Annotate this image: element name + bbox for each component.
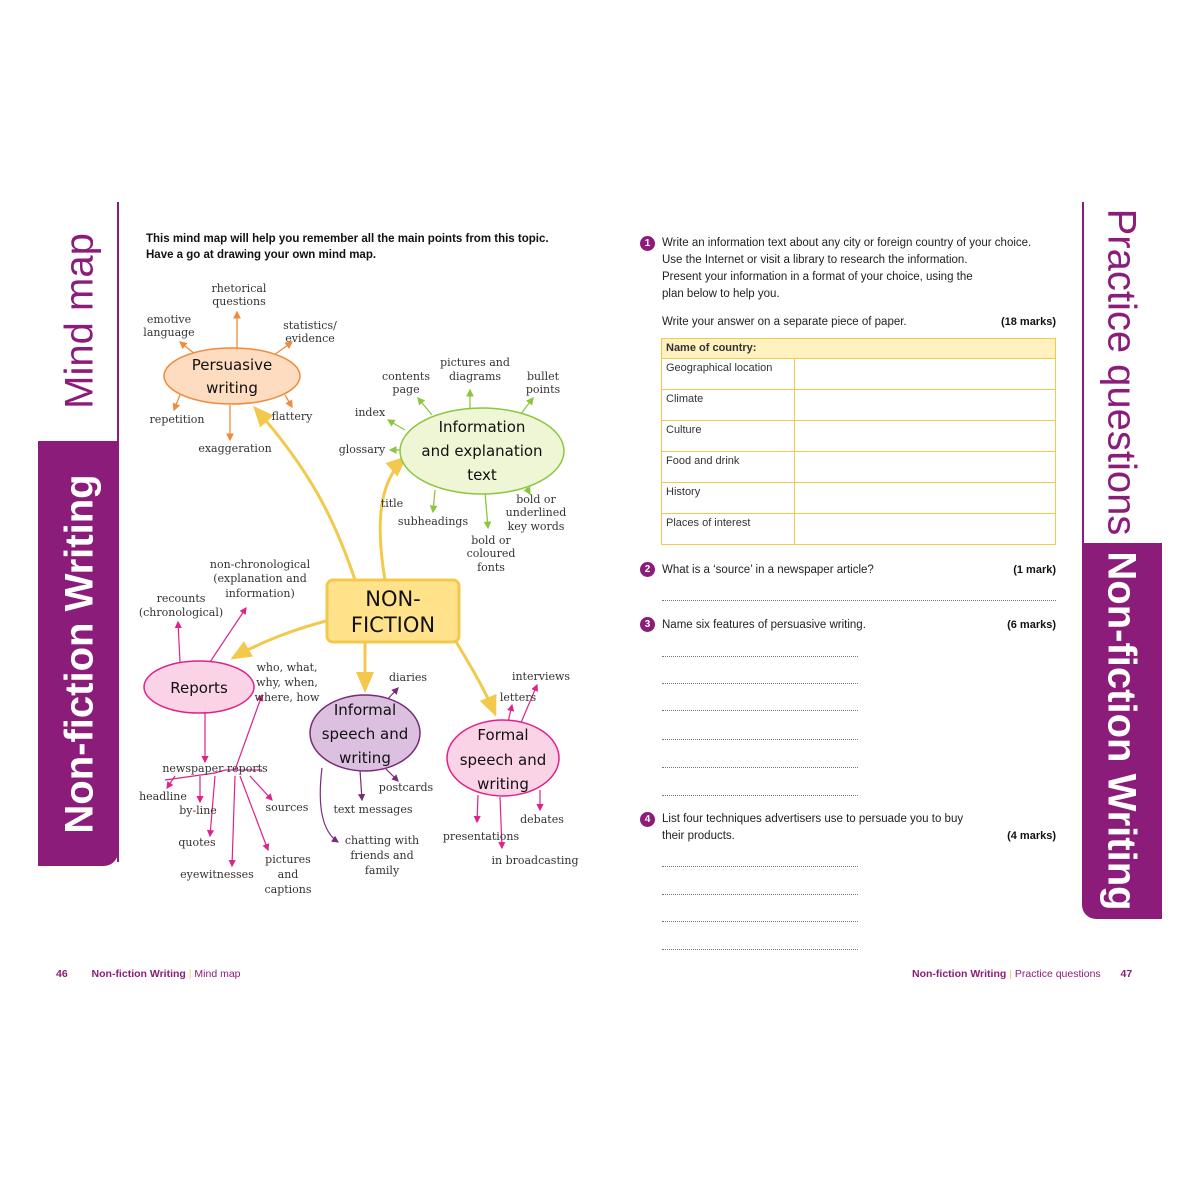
plan-row <box>662 421 1056 452</box>
label-diagrams: diagrams <box>448 370 502 383</box>
question-2-marks: (1 mark) <box>1013 564 1056 576</box>
formal-title-2: speech and <box>459 751 547 769</box>
label-captions: captions <box>264 883 312 896</box>
question-2-number: 2 <box>640 562 655 577</box>
label-in-broadcasting: in broadcasting <box>491 854 579 867</box>
answer-line[interactable] <box>662 656 858 657</box>
label-language: language <box>143 326 195 339</box>
plan-row-answer[interactable] <box>795 483 1056 514</box>
right-footer-section: Non-fiction Writing <box>912 968 1007 980</box>
answer-line[interactable] <box>662 739 858 740</box>
label-headline: headline <box>139 790 187 803</box>
plan-row-label: Climate <box>662 390 795 421</box>
label-information: information) <box>225 587 295 600</box>
label-newspaper-reports: newspaper reports <box>162 762 268 775</box>
q4-line-2: their products. <box>662 830 735 842</box>
q1-line-1: Write an information text about any city or foreign country of your choice. <box>662 237 1032 249</box>
right-footer-subsection: Practice questions <box>1014 968 1101 980</box>
persuasive-title-1: Persuasive <box>191 356 273 374</box>
intro-line-2: Have a go at drawing your own mind map. <box>146 249 377 261</box>
answer-line[interactable] <box>662 767 858 768</box>
q1-line-4: plan below to help you. <box>662 288 780 300</box>
label-friends-and: friends and <box>350 849 414 862</box>
label-statistics: statistics/ <box>283 319 337 332</box>
plan-row-answer[interactable] <box>795 514 1056 545</box>
answer-line[interactable] <box>662 894 858 895</box>
q1-line-3: Present your information in a format of your choice, using the <box>662 271 973 283</box>
plan-row-label: Culture <box>662 421 795 452</box>
plan-row <box>662 514 1056 545</box>
intro-line-1: This mind map will help you remember all the main points from this topic. <box>146 233 549 245</box>
label-family: family <box>364 864 400 877</box>
informal-title-1: Informal <box>333 701 397 719</box>
label-fonts: fonts <box>477 561 505 574</box>
plan-header-row <box>662 339 1056 359</box>
reports-labels <box>139 558 320 896</box>
question-3-number: 3 <box>640 617 655 632</box>
persuasive-title-2: writing <box>206 379 258 397</box>
plan-row-label: History <box>662 483 795 514</box>
label-coloured: coloured <box>466 547 516 560</box>
label-key-words: key words <box>507 520 565 533</box>
label-emotive: emotive <box>146 313 192 326</box>
plan-header-cell: Name of country: <box>662 339 1056 359</box>
question-1-text <box>662 235 1072 303</box>
plan-row-answer[interactable] <box>795 359 1056 390</box>
label-repetition: repetition <box>149 413 205 426</box>
left-footer-separator: | <box>188 968 192 980</box>
label-pictures: pictures <box>265 853 311 866</box>
q1-line-2: Use the Internet or visit a library to research the information. <box>662 254 968 266</box>
question-3-text: Name six features of persuasive writing. <box>662 619 866 631</box>
information-title-2: and explanation <box>421 442 543 460</box>
reports-title: Reports <box>170 679 228 697</box>
label-eyewitnesses: eyewitnesses <box>180 868 254 881</box>
right-footer <box>912 968 1132 980</box>
information-title-3: text <box>467 466 497 484</box>
label-evidence: evidence <box>285 332 335 345</box>
label-flattery: flattery <box>271 410 313 423</box>
answer-line[interactable] <box>662 795 858 796</box>
label-rhetorical: rhetorical <box>211 282 267 295</box>
label-bold-or-1: bold or <box>516 493 556 506</box>
label-non-chronological: non-chronological <box>209 558 311 571</box>
plan-row <box>662 390 1056 421</box>
plan-row-label: Food and drink <box>662 452 795 483</box>
left-page-number: 46 <box>56 968 68 980</box>
q4-line-1: List four techniques advertisers use to persuade you to buy <box>662 813 964 825</box>
center-title-1: NON- <box>365 587 421 611</box>
plan-row-label: Geographical location <box>662 359 795 390</box>
answer-line[interactable] <box>662 600 1056 601</box>
label-diaries: diaries <box>388 671 428 684</box>
label-contents: contents <box>382 370 430 383</box>
label-bullet: bullet <box>526 370 560 383</box>
question-1-marks: (18 marks) <box>1000 316 1056 328</box>
right-side-rule <box>1082 202 1084 547</box>
answer-line[interactable] <box>662 710 858 711</box>
label-by-line: by-line <box>179 804 217 817</box>
plan-row-answer[interactable] <box>795 390 1056 421</box>
left-side-title: Mind map <box>57 233 102 409</box>
plan-row <box>662 359 1056 390</box>
label-questions: questions <box>212 295 266 308</box>
right-footer-separator: | <box>1009 968 1012 980</box>
label-chronological: (chronological) <box>138 606 224 619</box>
left-footer-subsection: Mind map <box>194 968 241 980</box>
information-title-1: Information <box>438 418 526 436</box>
question-1-instruction: Write your answer on a separate piece of paper. <box>662 316 907 328</box>
left-side-tab-label: Non-fiction Writing <box>57 474 102 834</box>
label-text-messages: text messages <box>333 803 413 816</box>
informal-title-2: speech and <box>321 725 409 743</box>
label-and: and <box>277 868 299 881</box>
right-side-tab-label: Non-fiction Writing <box>1099 551 1144 911</box>
country-plan-table <box>661 338 1056 545</box>
label-letters: letters <box>499 691 537 704</box>
question-4-number: 4 <box>640 812 655 827</box>
label-presentations: presentations <box>442 830 520 843</box>
connector-formal <box>455 640 495 714</box>
label-pictures-and: pictures and <box>440 356 510 369</box>
label-subheadings: subheadings <box>397 515 469 528</box>
plan-row-label: Places of interest <box>662 514 795 545</box>
label-recounts: recounts <box>156 592 206 605</box>
right-side-title: Practice questions <box>1099 208 1144 536</box>
label-exaggeration: exaggeration <box>198 442 272 455</box>
answer-line[interactable] <box>662 949 858 950</box>
formal-title-3: writing <box>477 775 529 793</box>
label-postcards: postcards <box>378 781 434 794</box>
label-where-how: where, how <box>254 691 320 704</box>
question-3-marks: (6 marks) <box>1007 619 1056 631</box>
label-points: points <box>525 383 561 396</box>
question-2-text: What is a ‘source’ in a newspaper article? <box>662 564 874 576</box>
answer-line[interactable] <box>662 683 858 684</box>
label-interviews: interviews <box>511 670 571 683</box>
plan-row <box>662 452 1056 483</box>
label-page: page <box>392 383 420 396</box>
right-page-number: 47 <box>1120 968 1133 980</box>
label-explanation-and: (explanation and <box>213 572 307 585</box>
label-title: title <box>380 497 404 510</box>
plan-row-answer[interactable] <box>795 452 1056 483</box>
answer-line[interactable] <box>662 921 858 922</box>
label-why-when: why, when, <box>256 676 318 689</box>
label-chatting-with: chatting with <box>344 834 420 847</box>
connector-persuasive <box>255 408 355 580</box>
answer-line[interactable] <box>662 866 858 867</box>
label-who-what: who, what, <box>256 661 318 674</box>
label-bold-or-2: bold or <box>471 534 511 547</box>
center-title-2: FICTION <box>350 613 436 637</box>
question-1-number: 1 <box>640 236 655 251</box>
connector-reports <box>233 620 330 658</box>
label-debates: debates <box>520 813 564 826</box>
question-4-marks: (4 marks) <box>1007 830 1056 842</box>
label-glossary: glossary <box>338 443 386 456</box>
formal-title-1: Formal <box>477 726 529 744</box>
left-footer <box>56 968 241 980</box>
informal-title-3: writing <box>339 749 391 767</box>
label-sources: sources <box>265 801 309 814</box>
label-underlined: underlined <box>505 506 567 519</box>
plan-row-answer[interactable] <box>795 421 1056 452</box>
plan-row <box>662 483 1056 514</box>
question-4-text <box>662 811 982 845</box>
label-quotes: quotes <box>178 836 216 849</box>
left-footer-section: Non-fiction Writing <box>91 968 186 980</box>
label-index: index <box>354 406 386 419</box>
